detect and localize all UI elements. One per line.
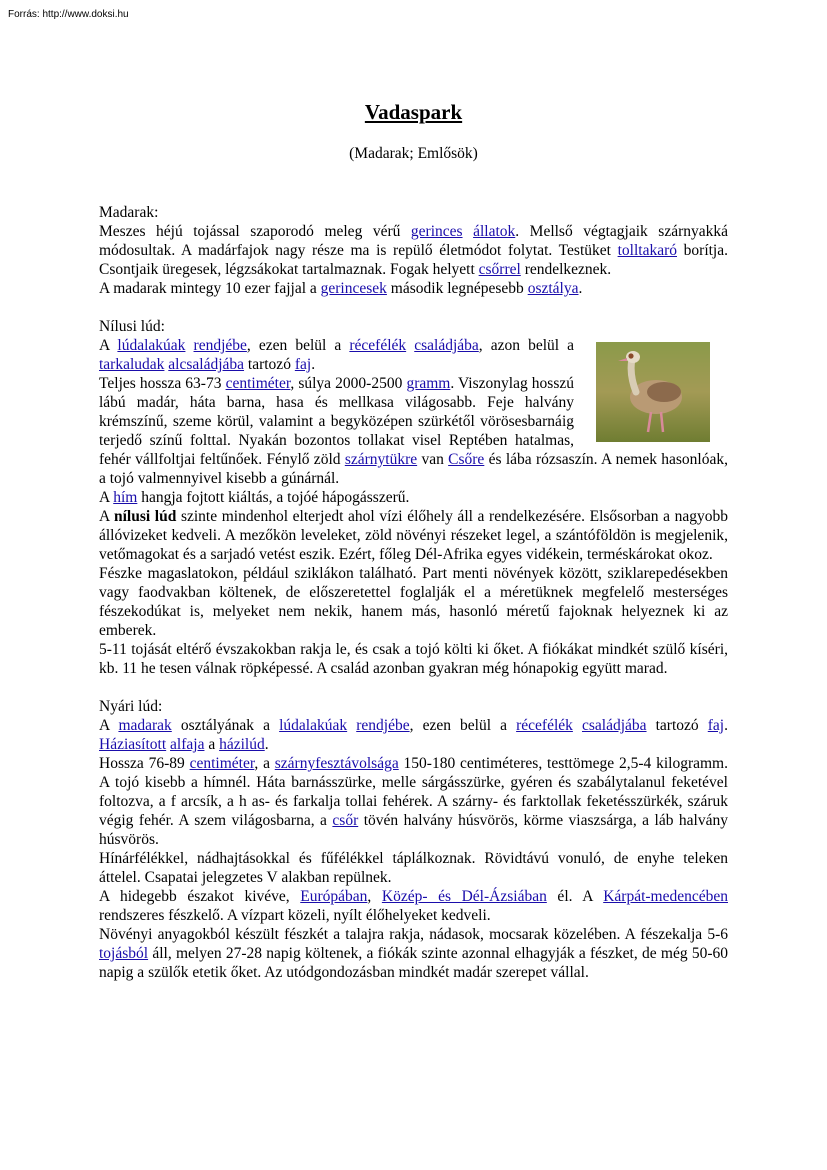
text-run: A — [99, 717, 119, 734]
text-run: A madarak mintegy 10 ezer fajjal a — [99, 280, 321, 297]
text-link[interactable]: gerincesek — [320, 280, 387, 297]
paragraph — [99, 279, 728, 298]
text-run: . — [311, 356, 316, 373]
text-link[interactable]: állatok — [473, 223, 516, 240]
text-link[interactable]: alcsaládjába — [168, 356, 245, 373]
bold-text: nílusi lúd — [113, 508, 177, 525]
text-link[interactable]: récefélék — [516, 717, 573, 734]
text-link[interactable]: Csőre — [448, 451, 485, 468]
text-run: Hínárfélékkel, nádhajtásokkal és fűfélékkel táplálkoznak. Rövidtávú vonuló, de enyhe teleken áttelel. Csapatai jelegzetes V alakban repülnek. — [99, 850, 728, 886]
text-run: , a — [254, 755, 275, 772]
text-run: rendelkeznek. — [520, 261, 612, 278]
paragraph — [99, 222, 728, 279]
text-link[interactable]: centiméter — [225, 375, 291, 392]
text-run: . — [578, 280, 583, 297]
text-link[interactable]: rendjébe — [193, 337, 247, 354]
text-link[interactable]: Kárpát-medencében — [603, 888, 728, 905]
text-link[interactable]: gramm — [406, 375, 451, 392]
text-run — [463, 223, 474, 240]
text-link[interactable]: madarak — [118, 717, 172, 734]
paragraph — [99, 754, 728, 849]
text-link[interactable]: Háziasított — [99, 736, 167, 753]
text-run: és lába rózsaszín. A nemek hasonlóak, a tojó valmennyivel kisebb a gúnárnál. — [99, 451, 728, 487]
paragraph — [99, 507, 728, 564]
text-run: A — [99, 337, 118, 354]
text-run: , azon belül a — [478, 337, 575, 354]
text-run: , ezen belül a — [409, 717, 517, 734]
text-link[interactable]: tolltakaró — [617, 242, 677, 259]
text-link[interactable]: osztálya — [527, 280, 579, 297]
text-link[interactable]: rendjébe — [356, 717, 410, 734]
text-run: a — [204, 736, 220, 753]
text-run — [347, 717, 356, 734]
text-link[interactable]: récefélék — [349, 337, 407, 354]
text-run: . Viszonylag hosszú lábú madár, háta barna, hasa és mellkasa világosabb. Feje halvány krémszínű, szeme körül, valamint a begyközépen szürkétől vörösesbarnáig terjedő színű folttal. Nyakán bozontos tollakat visel Reptében hatalmas, fehér vállfoltjai feltűnőek. Fénylő zöld — [99, 375, 574, 468]
text-link[interactable]: lúdalakúak — [117, 337, 186, 354]
text-run: szinte mindenhol elterjedt ahol vízi élőhely áll a rendelkezésére. Elsősorban a nagyobb állóvizeket kedveli. A mezőkön leveleket, zöld növényi részeket legel, a szántóföldön is megjelenik, vetőmagokat és a sarjadó vetést eszik. Ezért, főleg Dél-Afrika egyes vidékein, terméskárokat okoz. — [99, 508, 728, 563]
text-link[interactable]: centiméter — [189, 755, 255, 772]
text-run: hangja fojtott kiáltás, a tojóé hápogásszerű. — [137, 489, 410, 506]
text-run: A hidegebb északot kivéve, — [99, 888, 301, 905]
text-link[interactable]: tarkaludak — [99, 356, 165, 373]
text-run: A — [99, 489, 114, 506]
text-link[interactable]: faj — [294, 356, 312, 373]
text-link[interactable]: szárnyfesztávolsága — [274, 755, 399, 772]
text-link[interactable]: lúdalakúak — [279, 717, 348, 734]
text-link[interactable]: faj — [707, 717, 725, 734]
paragraph — [99, 925, 728, 982]
text-run: áll, melyen 27-28 napig költenek, a fiókák szinte azonnal elhagyják a fészket, de még 50-60 napig a szülők etetik őket. Az utódgondozásban mindkét madár szerepet vállal. — [99, 945, 728, 981]
text-link[interactable]: csőrrel — [478, 261, 521, 278]
text-link[interactable]: csőr — [332, 812, 359, 829]
paragraph — [99, 564, 728, 640]
text-link[interactable]: családjába — [414, 337, 479, 354]
section-heading-madarak: Madarak: — [99, 204, 159, 221]
text-run: él. A — [546, 888, 604, 905]
text-link[interactable]: hím — [113, 489, 138, 506]
text-run: tartozó — [244, 356, 295, 373]
text-run: tövén halvány húsvörös, körme viaszsárga, a láb halvány húsvörös. — [99, 812, 728, 848]
paragraph — [99, 640, 728, 678]
goose-illustration — [596, 342, 710, 442]
text-run: Fészke magaslatokon, például sziklákon található. Part menti növények között, sziklarepedésekben vagy faodvakban költenek, de előszeretettel foglalják el a méretüknek megfelelő mesterséges fészekodúkat is, melyeket nem nekik, hanem más, hasonló méretű fajoknak helyeznek ki az emberek. — [99, 565, 728, 639]
text-run: , ezen belül a — [246, 337, 350, 354]
text-run: A — [99, 508, 114, 525]
text-run: osztályának a — [171, 717, 280, 734]
text-link[interactable]: gerinces — [410, 223, 463, 240]
text-run: Hossza 76-89 — [99, 755, 190, 772]
text-link[interactable]: Európában — [300, 888, 368, 905]
text-run: Teljes hossza 63-73 — [99, 375, 226, 392]
text-run: tartozó — [646, 717, 708, 734]
text-link[interactable]: házilúd — [219, 736, 265, 753]
text-run: . — [724, 717, 728, 734]
text-run: Növényi anyagokból készült fészkét a talajra rakja, nádasok, mocsarak közelében. A fészekalja 5-6 — [99, 926, 728, 943]
text-link[interactable]: családjába — [581, 717, 647, 734]
paragraph — [99, 488, 728, 507]
source-note: Forrás: http://www.doksi.hu — [8, 9, 129, 20]
text-run: . Mellső végtagjaik szárnyakká módosultak. A madárfajok nagy része ma is repülő életmódot folytat. Testüket — [99, 223, 729, 259]
text-run: Meszes héjú tojással szaporodó meleg vérű — [99, 223, 411, 240]
text-run: második legnépesebb — [386, 280, 528, 297]
page-subtitle: (Madarak; Emlősök) — [349, 145, 478, 162]
text-run: borítja. Csontjaik üregesek, légzsákokat tartalmaznak. Fogak helyett — [99, 242, 728, 278]
text-link[interactable]: tojásból — [99, 945, 149, 962]
paragraph — [99, 849, 728, 887]
text-run — [573, 717, 582, 734]
text-run: , súlya 2000-2500 — [290, 375, 407, 392]
paragraph — [99, 887, 728, 925]
text-link[interactable]: Közép- és Dél-Ázsiában — [381, 888, 547, 905]
text-link[interactable]: alfaja — [170, 736, 205, 753]
text-run: 5-11 tojását eltérő évszakokban rakja le, és csak a tojó költi ki őket. A fiókákat mindkét szülő kíséri, kb. 11 he tesen válnak röpképessé. A család azonban gyakran még hónapokig együtt marad. — [99, 641, 728, 677]
text-run: . — [264, 736, 269, 753]
text-run — [185, 337, 193, 354]
text-link[interactable]: szárnytükre — [344, 451, 418, 468]
paragraph — [99, 716, 728, 754]
text-run: , — [367, 888, 382, 905]
text-run: van — [417, 451, 449, 468]
text-run: 150-180 centiméteres, testtömege 2,5-4 kilogramm. A tojó kisebb a hímnél. Háta barnásszürke, melle sárgásszürke, gyéren és szabálytalanul feketével foltozva, a f arcsík, a h as- és farkalja tollai fehérek. A szárny- és farktollak feketésszürkék, száruk végig fehér. A szem világosbarna, a — [99, 755, 728, 829]
document-body — [99, 203, 728, 982]
goose-photo — [596, 342, 710, 442]
section-heading-nilusi: Nílusi lúd: — [99, 318, 165, 335]
page-title: Vadaspark — [364, 100, 463, 124]
section-heading-nyari: Nyári lúd: — [99, 698, 163, 715]
text-run: rendszeres fészkelő. A vízpart közeli, nyílt élőhelyeket kedveli. — [99, 907, 491, 924]
